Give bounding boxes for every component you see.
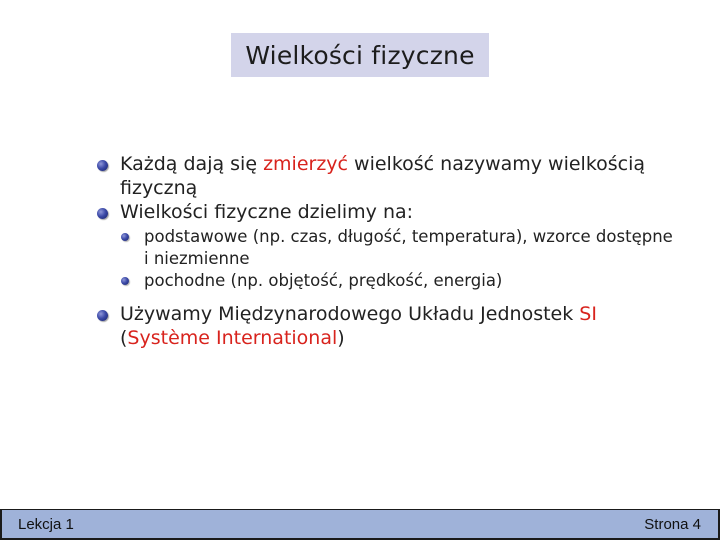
bullet-icon — [97, 160, 108, 171]
sub-bullet-item — [120, 270, 676, 292]
sub-bullet-icon — [121, 277, 129, 285]
bullet-item — [96, 152, 676, 200]
bullet-text: Używamy Międzynarodowego Układu Jednostek — [120, 303, 580, 325]
bullet-icon — [97, 310, 108, 321]
sub-list — [120, 226, 676, 292]
sub-bullet-text: podstawowe (np. czas, długość, temperatura), wzorce dostępne i niezmienne — [144, 227, 673, 268]
bullet-text: ( — [120, 327, 128, 349]
sub-bullet-text: pochodne (np. objętość, prędkość, energia) — [144, 271, 503, 290]
sub-bullet-item — [120, 226, 676, 270]
bullet-text: Każdą dają się — [120, 153, 264, 175]
bullet-text: Wielkości fizyczne dzielimy na: — [120, 201, 414, 223]
highlight-text: zmierzyć — [263, 153, 348, 175]
bullet-item — [96, 200, 676, 292]
footer-page-number: Strona 4 — [644, 516, 701, 533]
bullet-item — [96, 302, 676, 350]
highlight-text: Système International — [127, 327, 338, 349]
highlight-text: SI — [579, 303, 597, 325]
bullet-text: ) — [337, 327, 345, 349]
slide-title: Wielkości fizyczne — [231, 33, 489, 77]
footer-bar — [0, 509, 720, 540]
footer-lesson-label: Lekcja 1 — [18, 516, 74, 533]
bullet-icon — [97, 208, 108, 219]
slide-content — [96, 152, 676, 350]
sub-bullet-icon — [121, 233, 129, 241]
bullet-text: wielkość nazywamy wielkością fizyczną — [120, 153, 646, 199]
